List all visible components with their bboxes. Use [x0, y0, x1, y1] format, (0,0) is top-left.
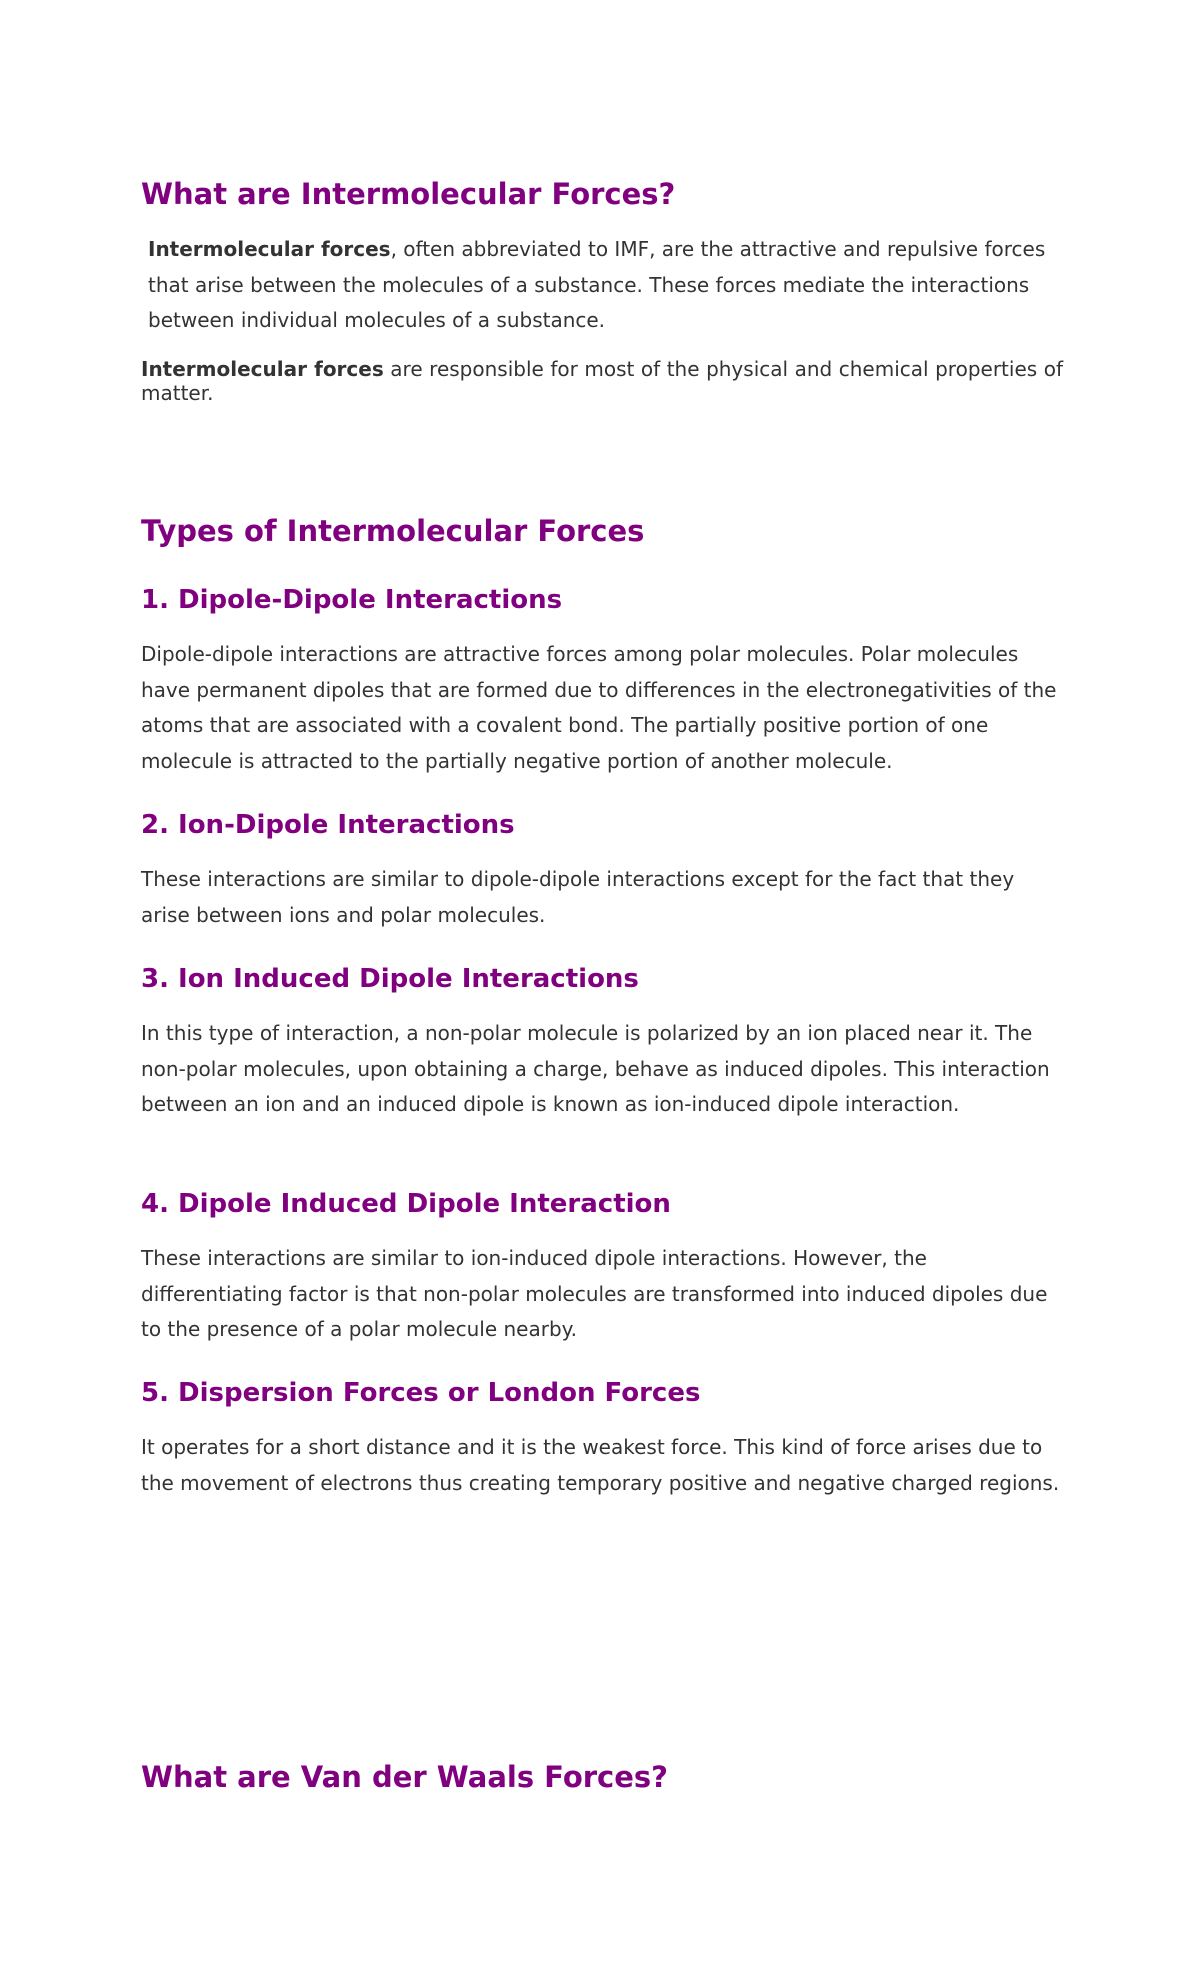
- paragraph-imf-properties: [141, 357, 1063, 405]
- heading-ion-dipole: 2. Ion-Dipole Interactions: [141, 810, 515, 840]
- paragraph-imf-definition: [141, 232, 1063, 339]
- paragraph-text: , often abbreviated to IMF, are the attractive and repulsive forces that arise between the molecules of a substance. These forces mediate the interactions between individual molecules of a substance.: [148, 237, 1046, 332]
- paragraph-text: are responsible for most of the physical and chemical properties of matter.: [141, 357, 1063, 405]
- bold-term: Intermolecular forces: [141, 357, 384, 381]
- heading-intermolecular-forces: What are Intermolecular Forces?: [141, 177, 676, 211]
- heading-van-der-waals: What are Van der Waals Forces?: [141, 1760, 668, 1794]
- heading-dipole-induced-dipole: 4. Dipole Induced Dipole Interaction: [141, 1189, 671, 1219]
- bold-term: Intermolecular forces: [148, 237, 391, 261]
- paragraph-ion-dipole: These interactions are similar to dipole-dipole interactions except for the fact that they arise between ions and polar molecules.: [141, 867, 1015, 927]
- heading-ion-induced-dipole: 3. Ion Induced Dipole Interactions: [141, 964, 639, 994]
- paragraph-dispersion-forces: It operates for a short distance and it is the weakest force. This kind of force arises due to the movement of electrons thus creating temporary positive and negative charged regions.: [141, 1435, 1060, 1495]
- paragraph-dipole-induced-dipole: These interactions are similar to ion-induced dipole interactions. However, the differentiating factor is that non-polar molecules are transformed into induced dipoles due to the presence of a polar molecule nearby.: [141, 1246, 1048, 1341]
- heading-dispersion-forces: 5. Dispersion Forces or London Forces: [141, 1378, 701, 1408]
- paragraph-dipole-dipole: Dipole-dipole interactions are attractive forces among polar molecules. Polar molecules have permanent dipoles that are formed due to differences in the electronegativities of the atoms that are associated with a covalent bond. The partially positive portion of one molecule is attracted to the partially negative portion of another molecule.: [141, 642, 1057, 773]
- heading-dipole-dipole: 1. Dipole-Dipole Interactions: [141, 585, 563, 615]
- paragraph-ion-induced-dipole: In this type of interaction, a non-polar molecule is polarized by an ion placed near it. The non-polar molecules, upon obtaining a charge, behave as induced dipoles. This interaction between an ion and an induced dipole is known as ion-induced dipole interaction.: [141, 1021, 1050, 1116]
- heading-types-of-forces: Types of Intermolecular Forces: [141, 514, 645, 548]
